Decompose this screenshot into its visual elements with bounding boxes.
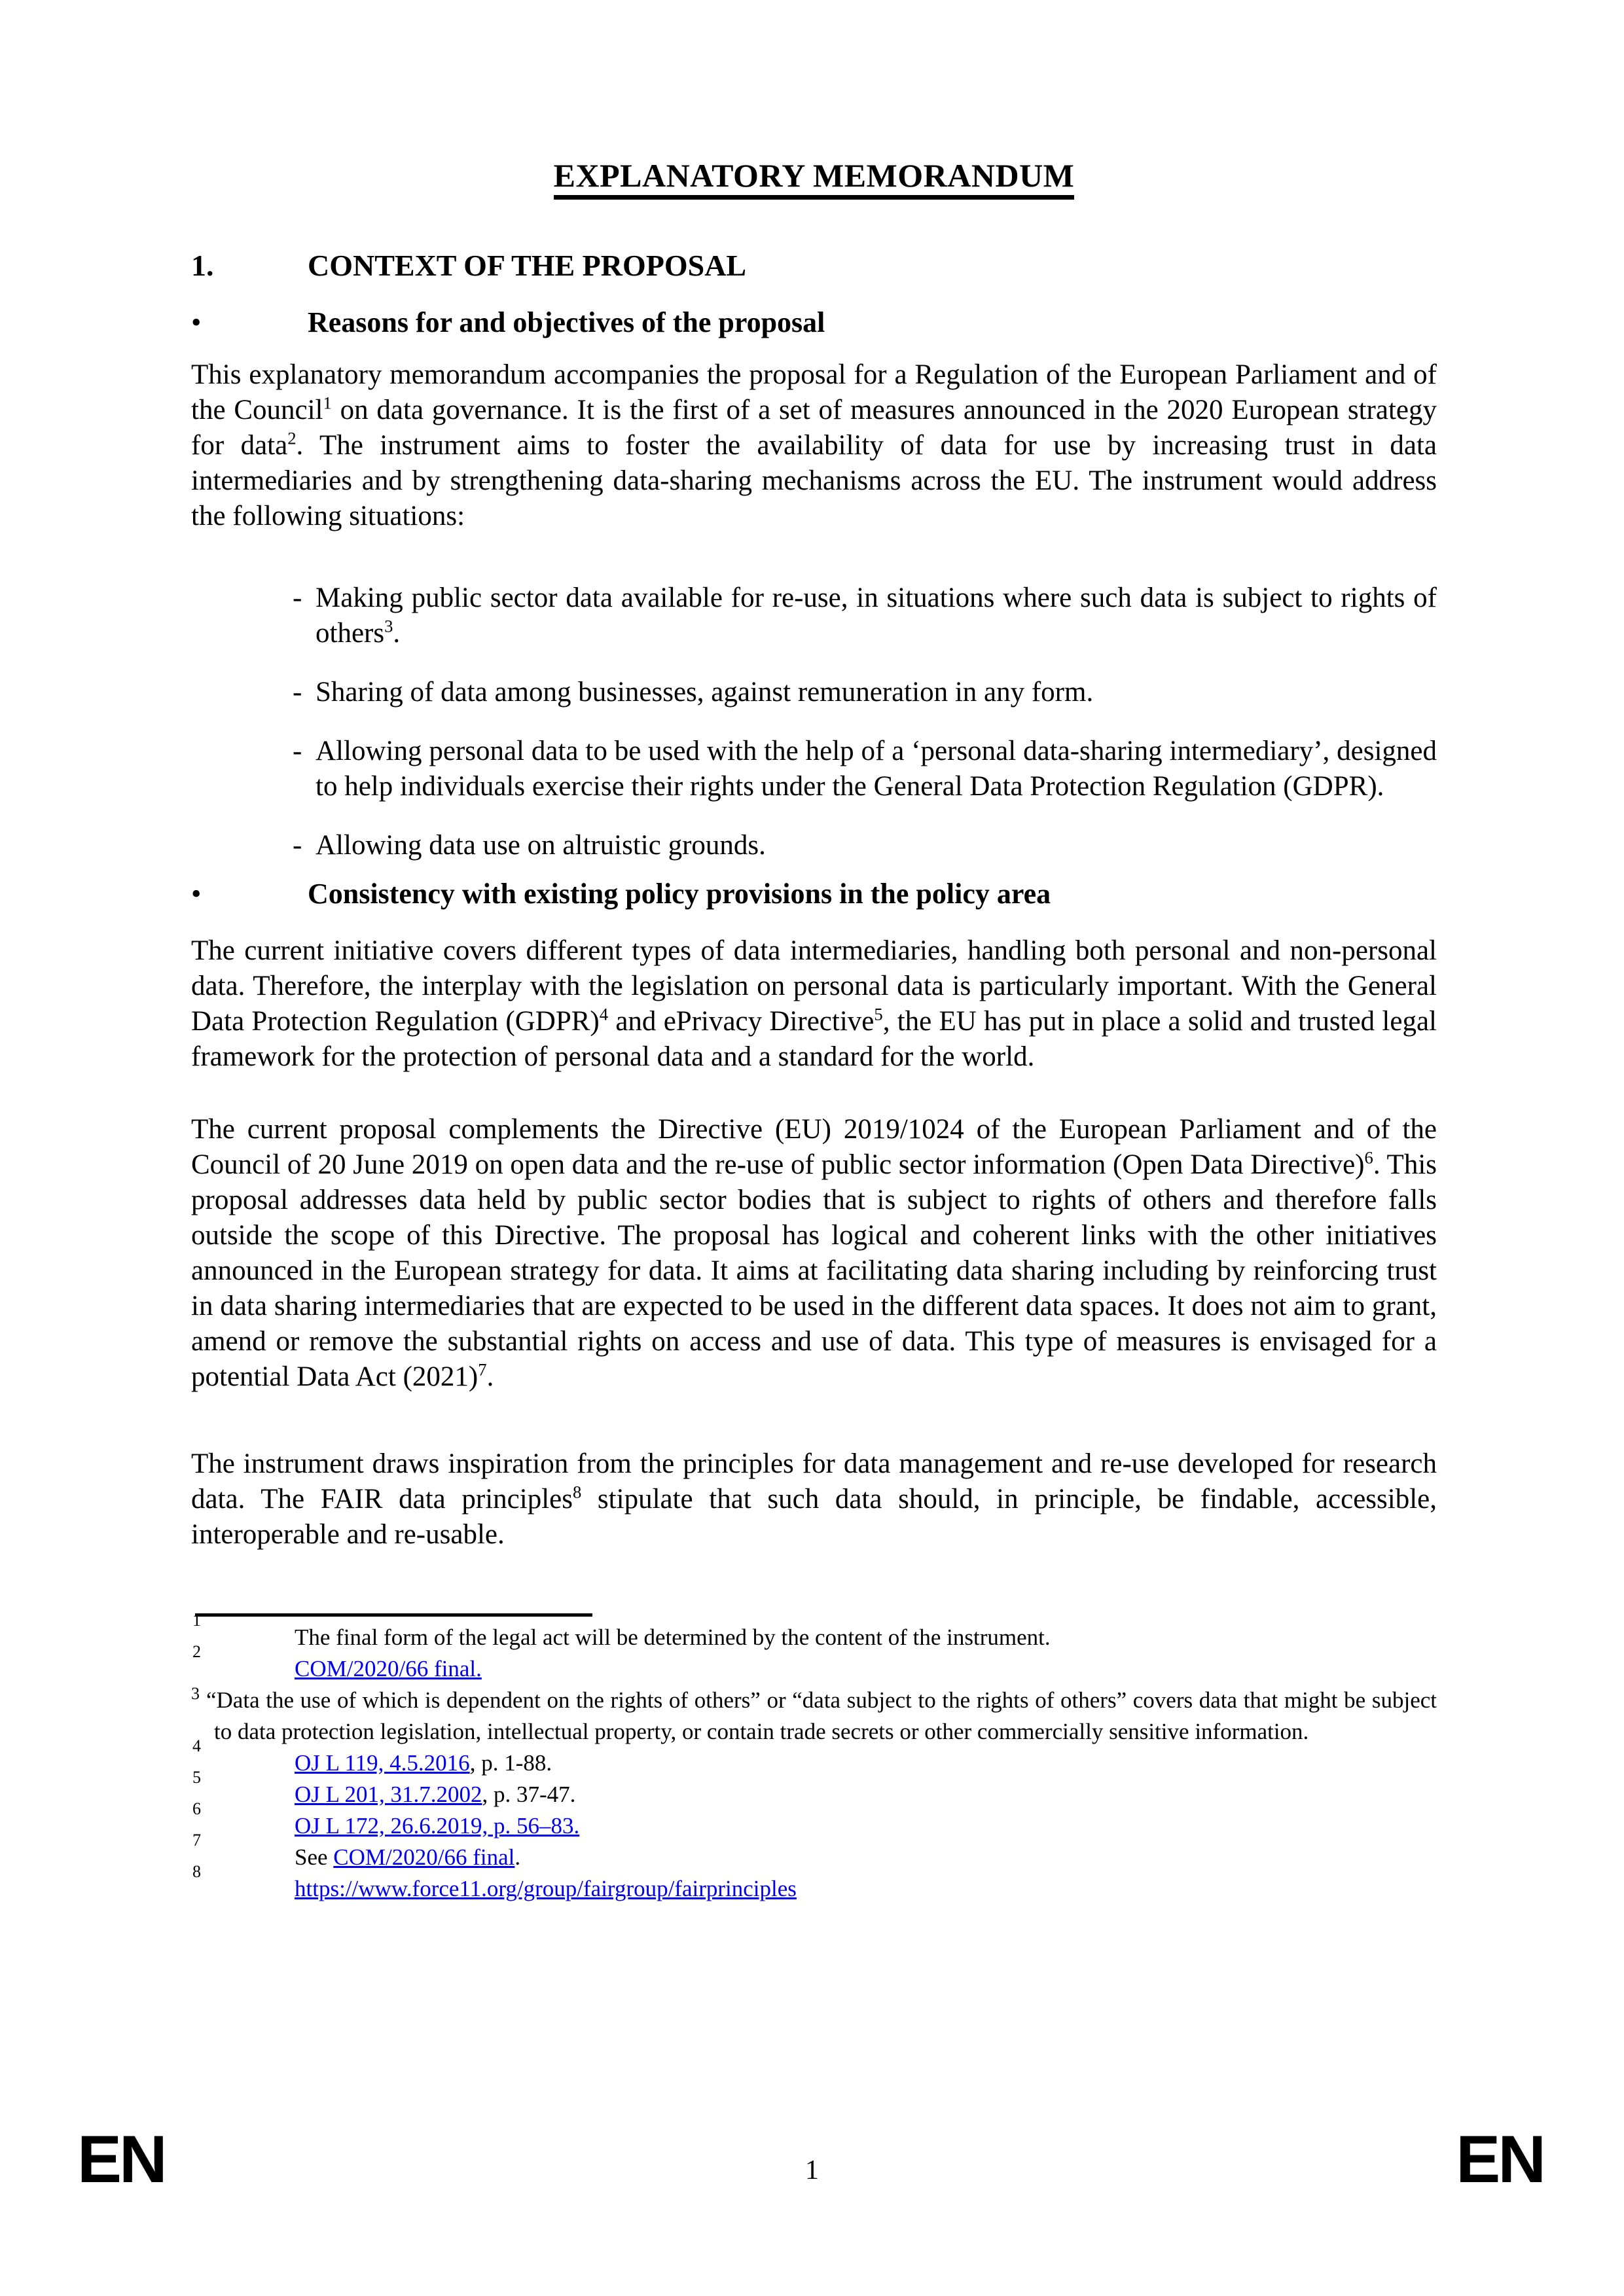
list-item-text: Allowing data use on altruistic grounds. <box>316 830 766 861</box>
list-item-text: Making public sector data available for re-use, in situations where such data is subject to rights of others$^3$. <box>316 583 1437 649</box>
footnote-number: 3 <box>191 1684 200 1704</box>
footnote-ref-4: 4 <box>599 1004 609 1024</box>
bullet-icon: • <box>191 306 202 338</box>
paragraph-intro: This explanatory memorandum accompanies the proposal for a Regulation of the European Parliament and of the Council$^1$ on data governance. It is the first of a set of measures announced in the 2020 European strategy for data$^2$. The instrument aims to foster the availability of data for use by increasing trust in data intermediaries and by strengthening data-sharing mechanisms across the EU. The instrument would address the following situations: <box>191 359 1437 531</box>
footnote-ref-7: 7 <box>478 1359 487 1380</box>
dash-icon: - <box>293 830 302 861</box>
subsection-heading-reasons <box>191 305 1437 340</box>
hyperlink[interactable]: OJ L 201, 31.7.2002 <box>295 1782 482 1807</box>
section-title: CONTEXT OF THE PROPOSAL <box>308 249 747 282</box>
footnote-ref-1: 1 <box>323 393 332 413</box>
footnote-text: OJ L 201, 31.7.2002, p. 37-47. <box>295 1782 576 1807</box>
footnote-ref-5: 5 <box>874 1004 883 1024</box>
list-item <box>191 828 1437 863</box>
subsection-title: Consistency with existing policy provisions in the policy area <box>308 878 1051 910</box>
title-container <box>191 159 1437 200</box>
footnote-1: 1 The final form of the legal act will be determined by the content of the instrument. <box>192 1611 1051 1650</box>
hyperlink[interactable]: OJ L 172, 26.6.2019, p. 56–83. <box>295 1813 580 1839</box>
list-item-text: Allowing personal data to be used with the help of a ‘personal data-sharing intermediary’, designed to help individuals exercise their rights under the General Data Protection Regulation (GDPR). <box>316 736 1437 802</box>
dash-icon: - <box>293 736 302 766</box>
footnote-separator <box>195 1613 592 1617</box>
paragraph-consistency: The current initiative covers different types of data intermediaries, handling both personal and non-personal data. Therefore, the interplay with the legislation on personal data is particularly important. With the General Data Protection Regulation (GDPR)$^4$ and ePrivacy Directive$^5$, the EU has put in place a solid and trusted legal framework for the protection of personal data and a standard for the world. <box>191 935 1437 1072</box>
footnote-ref-2: 2 <box>287 428 297 448</box>
footnote-text: See COM/2020/66 final. <box>295 1844 521 1870</box>
section-heading <box>191 248 1437 283</box>
document-title: EXPLANATORY MEMORANDUM <box>554 159 1075 200</box>
list-item <box>191 581 1437 651</box>
list-item-text: Sharing of data among businesses, against remuneration in any form. <box>316 677 1094 708</box>
language-marker-right: EN <box>1456 2122 1543 2197</box>
footnote-text: “Data the use of which is dependent on the rights of others” or “data subject to the rights of others” covers data that might be subject to data protection legislation, intellectual property, or contain trade secrets or other commercially sensitive information. <box>206 1687 1437 1744</box>
footnote-2: 2 COM/2020/66 final. <box>192 1642 482 1681</box>
footnote-8: 8 https://www.force11.org/group/fairgroup/fairprinciples <box>192 1862 797 1901</box>
footnote-text <box>295 1876 797 1901</box>
footnote-text <box>295 1813 579 1839</box>
footnote-text: OJ L 119, 4.5.2016, p. 1-88. <box>295 1750 552 1776</box>
footnote-3 <box>191 1685 1437 1748</box>
dash-icon: - <box>293 677 302 708</box>
footnote-4: 4 OJ L 119, 4.5.2016, p. 1-88. <box>192 1736 552 1776</box>
list-item <box>191 734 1437 804</box>
dash-icon: - <box>293 583 302 613</box>
footnote-ref-6: 6 <box>1364 1147 1373 1168</box>
hyperlink[interactable]: COM/2020/66 final. <box>295 1656 482 1681</box>
paragraph-fair-principles: The instrument draws inspiration from the principles for data management and re-use developed for research data. The FAIR data principles$^8$ stipulate that such data should, in principle, be findable, accessible, interoperable and re-usable. <box>191 1448 1437 1550</box>
section-number: 1. <box>191 249 214 282</box>
hyperlink[interactable]: https://www.force11.org/group/fairgroup/fairprinciples <box>295 1876 797 1901</box>
paragraph-complements: The current proposal complements the Directive (EU) 2019/1024 of the European Parliament and of the Council of 20 June 2019 on open data and the re-use of public sector information (Open Data Directive)$^6$. This proposal addresses data held by public sector bodies that is subject to rights of others and therefore falls outside the scope of this Directive. The proposal has logical and coherent links with the other initiatives announced in the European strategy for data. It aims at facilitating data sharing including by reinforcing trust in data sharing intermediaries that are expected to be used in the different data spaces. It does not aim to grant, amend or remove the substantial rights on access and use of data. This type of measures is envisaged for a potential Data Act $(2021)^7$. <box>191 1114 1437 1392</box>
subsection-heading-consistency <box>191 876 1437 912</box>
footnotes <box>191 1611 1437 1905</box>
footnote-6: 6 OJ L 172, 26.6.2019, p. 56–83. <box>192 1799 580 1839</box>
footnote-text <box>295 1656 482 1681</box>
bullet-icon: • <box>191 878 202 910</box>
hyperlink[interactable]: COM/2020/66 final <box>333 1844 515 1870</box>
subsection-title: Reasons for and objectives of the proposal <box>308 306 825 338</box>
footnote-text: The final form of the legal act will be determined by the content of the instrument. <box>295 1624 1051 1650</box>
situations-list <box>191 581 1437 863</box>
footnote-ref-8: 8 <box>572 1482 582 1502</box>
footnote-7: 7 See COM/2020/66 final. <box>192 1831 521 1870</box>
footnote-5: 5 OJ L 201, 31.7.2002, p. 37-47. <box>192 1768 576 1807</box>
footnote-ref-3: 3 <box>384 616 393 636</box>
list-item <box>191 675 1437 710</box>
page-number: 1 <box>805 2155 819 2185</box>
language-marker-left: EN <box>77 2122 165 2197</box>
hyperlink[interactable]: OJ L 119, 4.5.2016 <box>295 1750 470 1776</box>
